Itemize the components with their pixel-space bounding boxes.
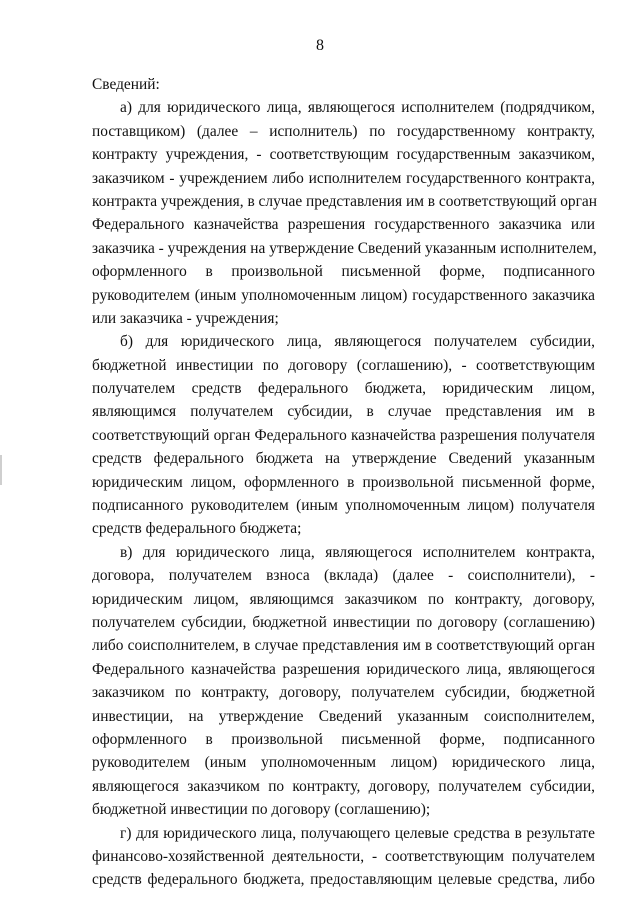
text-line: контракта учреждения, в случае представления им в соответствующий орган (92, 192, 597, 210)
text-line: подписанного руководителем (иным уполномоченным лицом) получателя (92, 497, 595, 515)
text-line: руководителем (иным уполномоченным лицом) государственного заказчика (92, 286, 595, 304)
text-line: юридическим лицом, являющимся заказчиком по контракту, договору, (92, 590, 595, 608)
text-line: заказчиком по контракту, договору, получателем субсидии, бюджетной (92, 684, 595, 702)
text-line: заказчика - учреждения на утверждение Сведений указанным исполнителем, (92, 239, 597, 257)
text-line: либо соисполнителем, в случае представления им в соответствующий орган (92, 637, 595, 655)
text-line: заказчиком - учреждением либо исполнителем государственного контракта, (92, 169, 595, 187)
text-line: бюджетной инвестиции по договору (соглашению); (92, 801, 431, 819)
text-line: поставщиком) (далее – исполнитель) по государственному контракту, (92, 122, 595, 140)
document-body (92, 73, 595, 892)
page-number: 8 (316, 37, 324, 54)
text-line: в) для юридического лица, являющегося исполнителем контракта, (120, 543, 595, 561)
text-line: получателем субсидии, бюджетной инвестиции по договору (соглашению) (92, 613, 595, 631)
text-line: Федерального казначейства разрешения юридического лица, являющегося (92, 660, 595, 678)
text-line: а) для юридического лица, являющегося исполнителем (подрядчиком, (120, 99, 595, 117)
text-line: договора, получателем взноса (вклада) (далее - соисполнители), - (92, 567, 595, 585)
text-line: финансово-хозяйственной деятельности, - соответствующим получателем (92, 847, 595, 865)
text-line: оформленного в произвольной письменной форме, подписанного (92, 730, 595, 748)
text-line: средств федерального бюджета; (92, 520, 302, 538)
text-line: юридическим лицом, оформленного в произвольной письменной форме, (92, 473, 595, 491)
text-line: б) для юридического лица, являющегося получателем субсидии, (120, 333, 595, 351)
text-line: Сведений: (92, 76, 160, 93)
text-line: инвестиции, на утверждение Сведений указанным соисполнителем, (92, 707, 595, 725)
text-line: средств федерального бюджета на утверждение Сведений указанным (92, 450, 595, 468)
text-line: являющегося заказчиком по контракту, договору, получателем субсидии, (92, 777, 595, 795)
text-line: бюджетной инвестиции по договору (соглашению), - соответствующим (92, 356, 595, 374)
text-line: или заказчика - учреждения; (92, 309, 279, 327)
text-line: контракту учреждения, - соответствующим государственным заказчиком, (92, 146, 595, 164)
text-line: Федерального казначейства разрешения государственного заказчика или (92, 216, 595, 234)
text-line: средств федерального бюджета, предоставляющим целевые средства, либо (92, 871, 595, 889)
text-line: получателем средств федерального бюджета, юридическим лицом, (92, 380, 595, 398)
text-line: соответствующий орган Федерального казначейства разрешения получателя (92, 426, 595, 444)
text-line: являющимся получателем субсидии, в случае представления им в (92, 403, 595, 421)
text-line: руководителем (иным уполномоченным лицом) юридического лица, (92, 754, 595, 772)
text-line: г) для юридического лица, получающего целевые средства в результате (120, 824, 595, 842)
text-line: оформленного в произвольной письменной форме, подписанного (92, 263, 595, 281)
scan-edge-mark (0, 455, 2, 485)
